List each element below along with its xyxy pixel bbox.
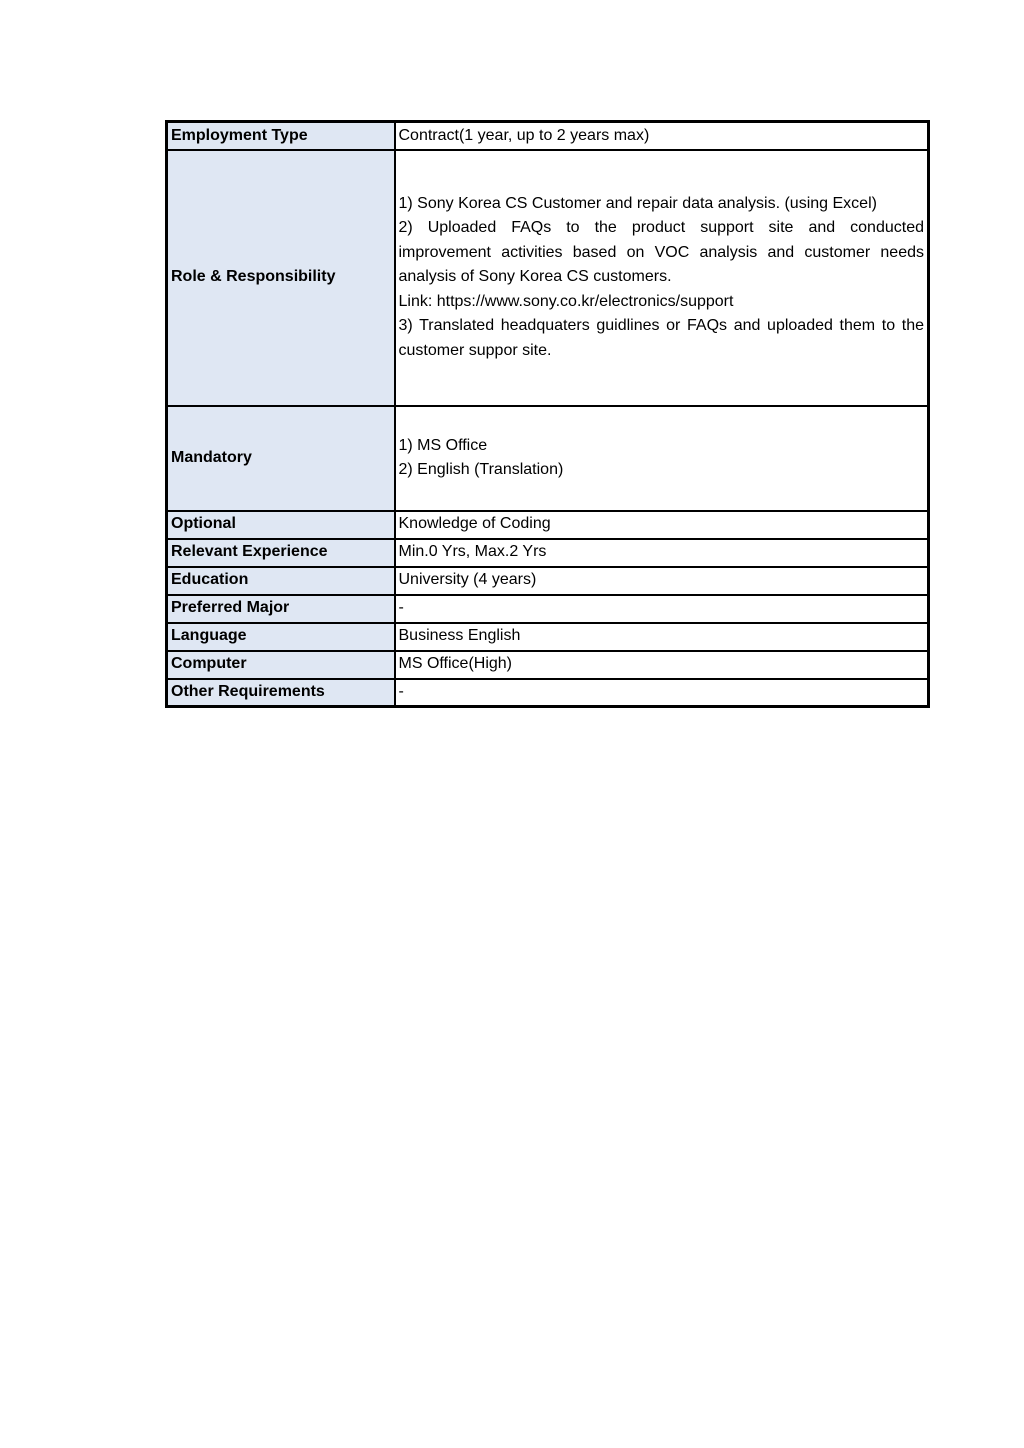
table-row-education	[167, 567, 929, 595]
table-row-preferred-major	[167, 595, 929, 623]
job-requirements-table	[165, 120, 930, 708]
role-item-2: 2) Uploaded FAQs to the product support site and conducted improvement activities based on VOC analysis and customer needs analysis of Sony Korea CS customers.	[398, 219, 924, 286]
mandatory-item-2: 2) English (Translation)	[398, 461, 564, 478]
preferred-major-value: -	[395, 595, 929, 623]
mandatory-label: Mandatory	[167, 406, 395, 511]
table-row-employment-type	[167, 122, 929, 150]
employment-type-label: Employment Type	[167, 122, 395, 150]
table-row-computer	[167, 651, 929, 679]
table-row-mandatory	[167, 406, 929, 511]
table-row-other-requirements	[167, 679, 929, 707]
mandatory-item-1: 1) MS Office	[398, 436, 488, 454]
preferred-major-label: Preferred Major	[167, 595, 395, 623]
mandatory-value	[395, 406, 929, 511]
education-value: University (4 years)	[395, 567, 929, 595]
optional-label: Optional	[167, 511, 395, 539]
table-row-relevant-experience	[167, 539, 929, 567]
role-responsibility-value	[395, 150, 929, 406]
employment-type-value: Contract(1 year, up to 2 years max)	[395, 122, 929, 150]
role-responsibility-label: Role & Responsibility	[167, 150, 395, 406]
table-row-language	[167, 623, 929, 651]
table-row-role-responsibility	[167, 150, 929, 406]
computer-label: Computer	[167, 651, 395, 679]
optional-value: Knowledge of Coding	[395, 511, 929, 539]
computer-value: MS Office(High)	[395, 651, 929, 679]
table-row-optional	[167, 511, 929, 539]
relevant-experience-label: Relevant Experience	[167, 539, 395, 567]
education-label: Education	[167, 567, 395, 595]
language-label: Language	[167, 623, 395, 651]
language-value: Business English	[395, 623, 929, 651]
role-item-1: 1) Sony Korea CS Customer and repair data analysis. (using Excel)	[398, 194, 877, 212]
relevant-experience-value: Min.0 Yrs, Max.2 Yrs	[395, 539, 929, 567]
role-support-link: Link: https://www.sony.co.kr/electronics/support	[398, 292, 734, 310]
other-requirements-value: -	[395, 679, 929, 707]
role-item-3: 3) Translated headquaters guidlines or FAQs and uploaded them to the customer suppor site.	[398, 317, 924, 359]
other-requirements-label: Other Requirements	[167, 679, 395, 707]
